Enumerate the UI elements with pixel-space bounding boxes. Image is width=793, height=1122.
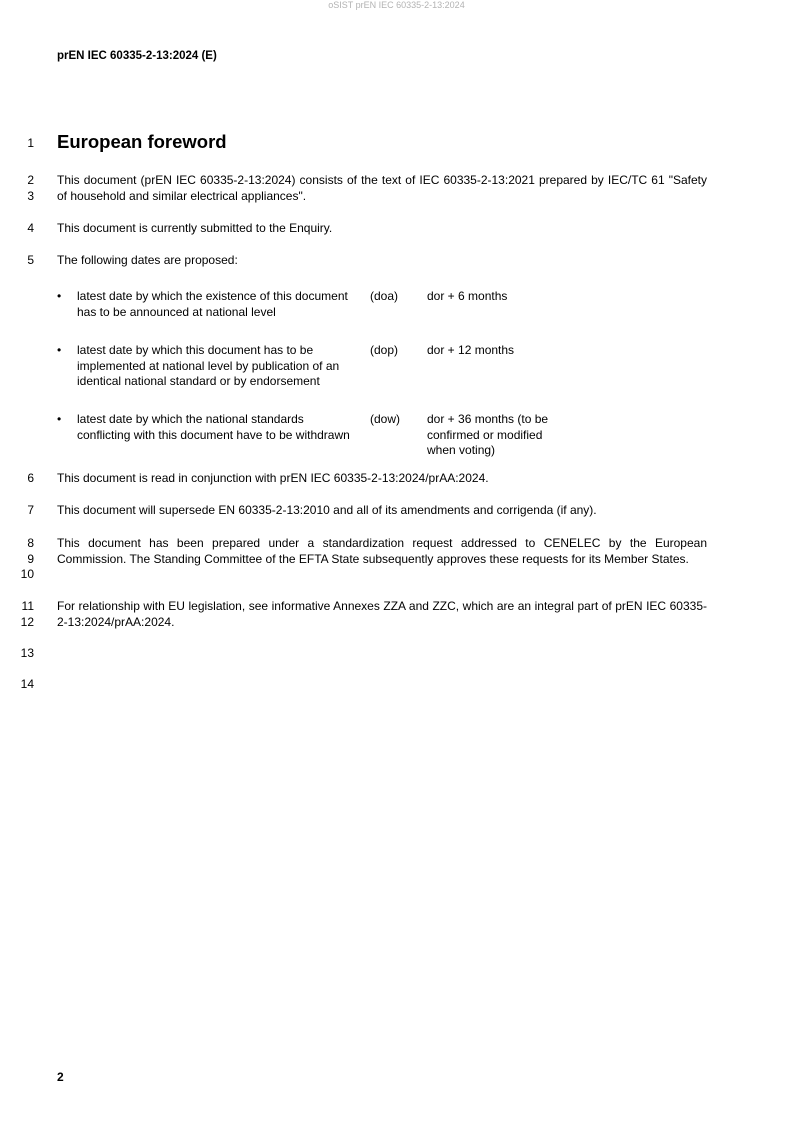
line-number: 11 bbox=[21, 599, 34, 613]
paragraph: The following dates are proposed: bbox=[57, 253, 238, 267]
line-number: 3 bbox=[27, 188, 34, 203]
bullet: • bbox=[57, 343, 62, 357]
line-number: 13 bbox=[20, 646, 34, 660]
line-number: 1 bbox=[27, 136, 34, 150]
section-title: European foreword bbox=[57, 131, 227, 152]
paragraph: This document (prEN IEC 60335-2-13:2024) consists of the text of IEC 60335-2-13:2021 prepared by IEC/TC 61 "Safety of household and similar electrical appliances". bbox=[57, 173, 707, 203]
paragraph: This document is currently submitted to the Enquiry. bbox=[57, 221, 333, 235]
date-description: latest date by which the existence of this document has to be announced at national level bbox=[77, 289, 348, 319]
date-deadline: dor + 36 months (to be confirmed or modified when voting) bbox=[427, 412, 549, 457]
line-number: 10 bbox=[20, 567, 34, 581]
bullet: • bbox=[57, 412, 62, 426]
line-number: 12 bbox=[20, 614, 34, 629]
document-header: prEN IEC 60335-2-13:2024 (E) bbox=[57, 50, 217, 62]
date-description: latest date by which the national standards conflicting with this document have to be withdrawn bbox=[77, 412, 350, 442]
line-number: 7 bbox=[27, 503, 34, 517]
date-code: (dow) bbox=[370, 412, 401, 426]
date-description: latest date by which this document has to be implemented at national level by publication of an identical national standard or by endorsement bbox=[77, 343, 340, 388]
date-code: (dop) bbox=[370, 343, 399, 357]
page-number: 2 bbox=[57, 1070, 64, 1084]
line-number: 8 bbox=[27, 536, 34, 550]
line-number: 4 bbox=[27, 221, 34, 235]
date-deadline: dor + 6 months bbox=[427, 289, 508, 303]
line-number: 5 bbox=[27, 253, 34, 267]
line-number: 9 bbox=[27, 551, 34, 566]
line-number: 6 bbox=[27, 471, 34, 485]
paragraph: This document is read in conjunction with prEN IEC 60335-2-13:2024/prAA:2024. bbox=[57, 471, 489, 485]
watermark: oSIST prEN IEC 60335-2-13:2024 bbox=[328, 0, 465, 10]
paragraph: This document will supersede EN 60335-2-13:2010 and all of its amendments and corrigenda (if any). bbox=[57, 503, 597, 517]
line-number: 2 bbox=[27, 173, 34, 187]
paragraph: This document has been prepared under a standardization request addressed to CENELEC by the European Commission. The Standing Committee of the EFTA State subsequently approves these requests for its Member States. bbox=[57, 536, 707, 566]
line-number: 14 bbox=[20, 677, 34, 691]
date-deadline: dor + 12 months bbox=[427, 343, 515, 357]
bullet: • bbox=[57, 289, 62, 303]
date-code: (doa) bbox=[370, 289, 399, 303]
paragraph: For relationship with EU legislation, see informative Annexes ZZA and ZZC, which are an integral part of prEN IEC 60335-2-13:2024/prAA:2024. bbox=[57, 599, 707, 629]
